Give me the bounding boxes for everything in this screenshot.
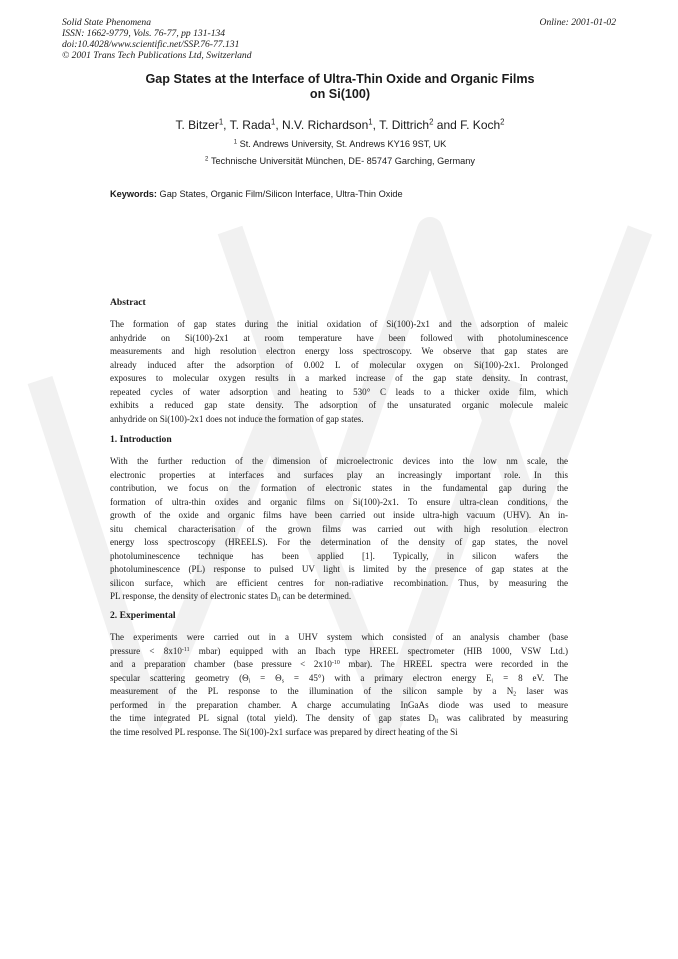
author-name: T. Rada [229,118,271,132]
journal-header [62,17,252,61]
text-run: = 8 eV. The [493,672,568,683]
text-run: was calibrated by measuring [438,713,569,724]
affiliation-mark: 2 [500,117,505,127]
issn-line: ISSN: 1662-9779, Vols. 76-77, pp 131-134 [62,28,226,39]
text-line: With the further reduction of the dimension of microelectronic devices into the low nm scale, the [110,456,568,466]
text-line: exposures to molecular oxygen results in a marked increase of the gap state density. In contrast, [110,373,568,384]
author-name: N.V. Richardson [282,118,369,132]
keywords-text: Gap States, Organic Film/Silicon Interface, Ultra-Thin Oxide [159,189,403,199]
text-line: exhibits a reduced gap state density. The adsorption of the unsaturated organic molecule maleic [110,400,568,411]
text-line: The experiments were carried out in a UHV system which consisted of an analysis chamber (base [110,632,568,642]
author-name: T. Bitzer [175,118,219,132]
affiliation-mark: 2 [429,117,434,127]
title-line-1: Gap States at the Interface of Ultra-Thin Oxide and Organic Films [145,72,535,86]
doi-link[interactable]: doi:10.4028/www.scientific.net/SSP.76-77.131 [62,39,240,50]
text-line: electronic properties at interfaces and surfaces play an increasingly important role. In this [110,469,568,480]
text-run: can be determined. [280,591,352,602]
affiliation-mark: 1 [233,139,238,146]
affiliation-2 [60,156,620,166]
author-name: T. Dittrich [379,118,430,132]
text-line: photoluminescence (PL) response to pulsed UV light is limited by the presence of gap states at the [110,564,568,575]
text-run: specular scattering geometry (Θ [110,672,249,683]
text-line: formation of ultra-thin oxides and organic films on Si(100)-2x1. To ensure ultra-clean conditions, the [110,496,568,507]
text-line [110,658,568,672]
experimental-body [110,631,568,739]
subscript: i [491,678,494,685]
text-line: measurements and high resolution electron energy loss spectroscopy. We observe that gap states are [110,346,568,357]
keywords [110,189,403,199]
online-date: Online: 2001-01-02 [539,17,616,28]
author-separator: , [372,118,380,132]
superscript: -10 [331,659,340,666]
subscript: s [281,678,284,685]
copyright-line: © 2001 Trans Tech Publications Ltd, Switzerland [62,50,252,61]
text-line [110,712,568,726]
text-line: energy loss spectroscopy (HREELS). For the determination of the density of gap states, the novel [110,537,568,548]
text-line: performed in the preparation chamber. A charge accumulating InGaAs diode was used to measure [110,699,568,710]
author-list [60,118,620,132]
text-line [110,672,568,686]
affiliation-mark: 1 [368,117,373,127]
text-line [110,685,568,699]
text-run: = Θ [250,672,282,683]
text-run: mbar). The HREEL spectra were recorded in the [339,659,568,670]
text-line: anhydride on Si(100)-2x1 at room temperature have been followed with photoluminescence [110,332,568,343]
title-line-2: on Si(100) [309,87,371,101]
text-run: and a preparation chamber (base pressure < 2x10 [110,659,332,670]
text-line: anhydride on Si(100)-2x1 does not induce the formation of gap states. [110,413,364,424]
text-line: The formation of gap states during the initial oxidation of Si(100)-2x1 and the adsorption of maleic [110,319,568,329]
affiliation-mark: 1 [218,117,224,127]
subscript: it [277,596,281,603]
author-name: F. Koch [460,118,501,132]
text-line: photoluminescence technique has been applied [1]. Typically, in silicon wafers the [110,550,568,561]
introduction-heading: 1. Introduction [110,434,172,445]
text-line [110,590,568,604]
author-separator: and [433,118,461,132]
subscript: 2 [513,691,517,698]
subscript: i [248,678,251,685]
text-run: = 45°) with a primary electron energy E [284,672,492,683]
paper-title [60,72,620,102]
experimental-heading: 2. Experimental [110,610,176,621]
keywords-label: Keywords: [110,189,157,199]
introduction-body [110,455,568,604]
text-run: PL response, the density of electronic states D [110,591,277,602]
abstract-body [110,318,568,426]
text-run: measurement of the PL response to the illumination of the silicon sample by a N [110,686,514,697]
affiliation-mark: 1 [270,117,276,127]
author-separator: , [275,118,282,132]
text-run: the time integrated PL signal (total yield). The density of gap states D [110,713,435,724]
affiliation-1 [60,139,620,149]
text-line [110,645,568,659]
text-line: growth of the oxide and organic films have been carried out inside ultra-high vacuum (UHV). An in- [110,510,568,521]
text-line: already induced after the adsorption of 0.002 L of molecular oxygen on Si(100)-2x1. Prolonged [110,359,568,370]
affiliation-mark: 2 [205,156,209,163]
abstract-heading: Abstract [110,297,146,308]
affiliation-text: St. Andrews University, St. Andrews KY16 9ST, UK [239,139,447,149]
text-run: pressure < 8x10 [110,645,182,656]
affiliation-text: Technische Universität München, DE- 85747 Garching, Germany [210,156,475,166]
journal-name: Solid State Phenomena [62,17,151,28]
text-run: mbar) equipped with an Ibach type HREEL spectrometer (HIB 1000, VSW Ltd.) [189,645,568,656]
text-line: contribution, we focus on the formation of electronic states in the fundamental gap during the [110,483,568,494]
text-line: repeated cycles of water adsorption and heating to 530° C leads to a thicker oxide film, which [110,386,568,397]
text-line: the time resolved PL response. The Si(100)-2x1 surface was prepared by direct heating of the Si [110,726,458,737]
text-run: laser was [516,686,569,697]
author-separator: , [223,118,230,132]
text-line: situ chemical characterisation of the grown films was carried out with high resolution electron [110,523,568,534]
superscript: -11 [181,646,190,653]
text-line: silicon surface, which are efficient centres for non-radiative recombination. Thus, by measuring the [110,577,568,588]
subscript: it [434,718,439,725]
